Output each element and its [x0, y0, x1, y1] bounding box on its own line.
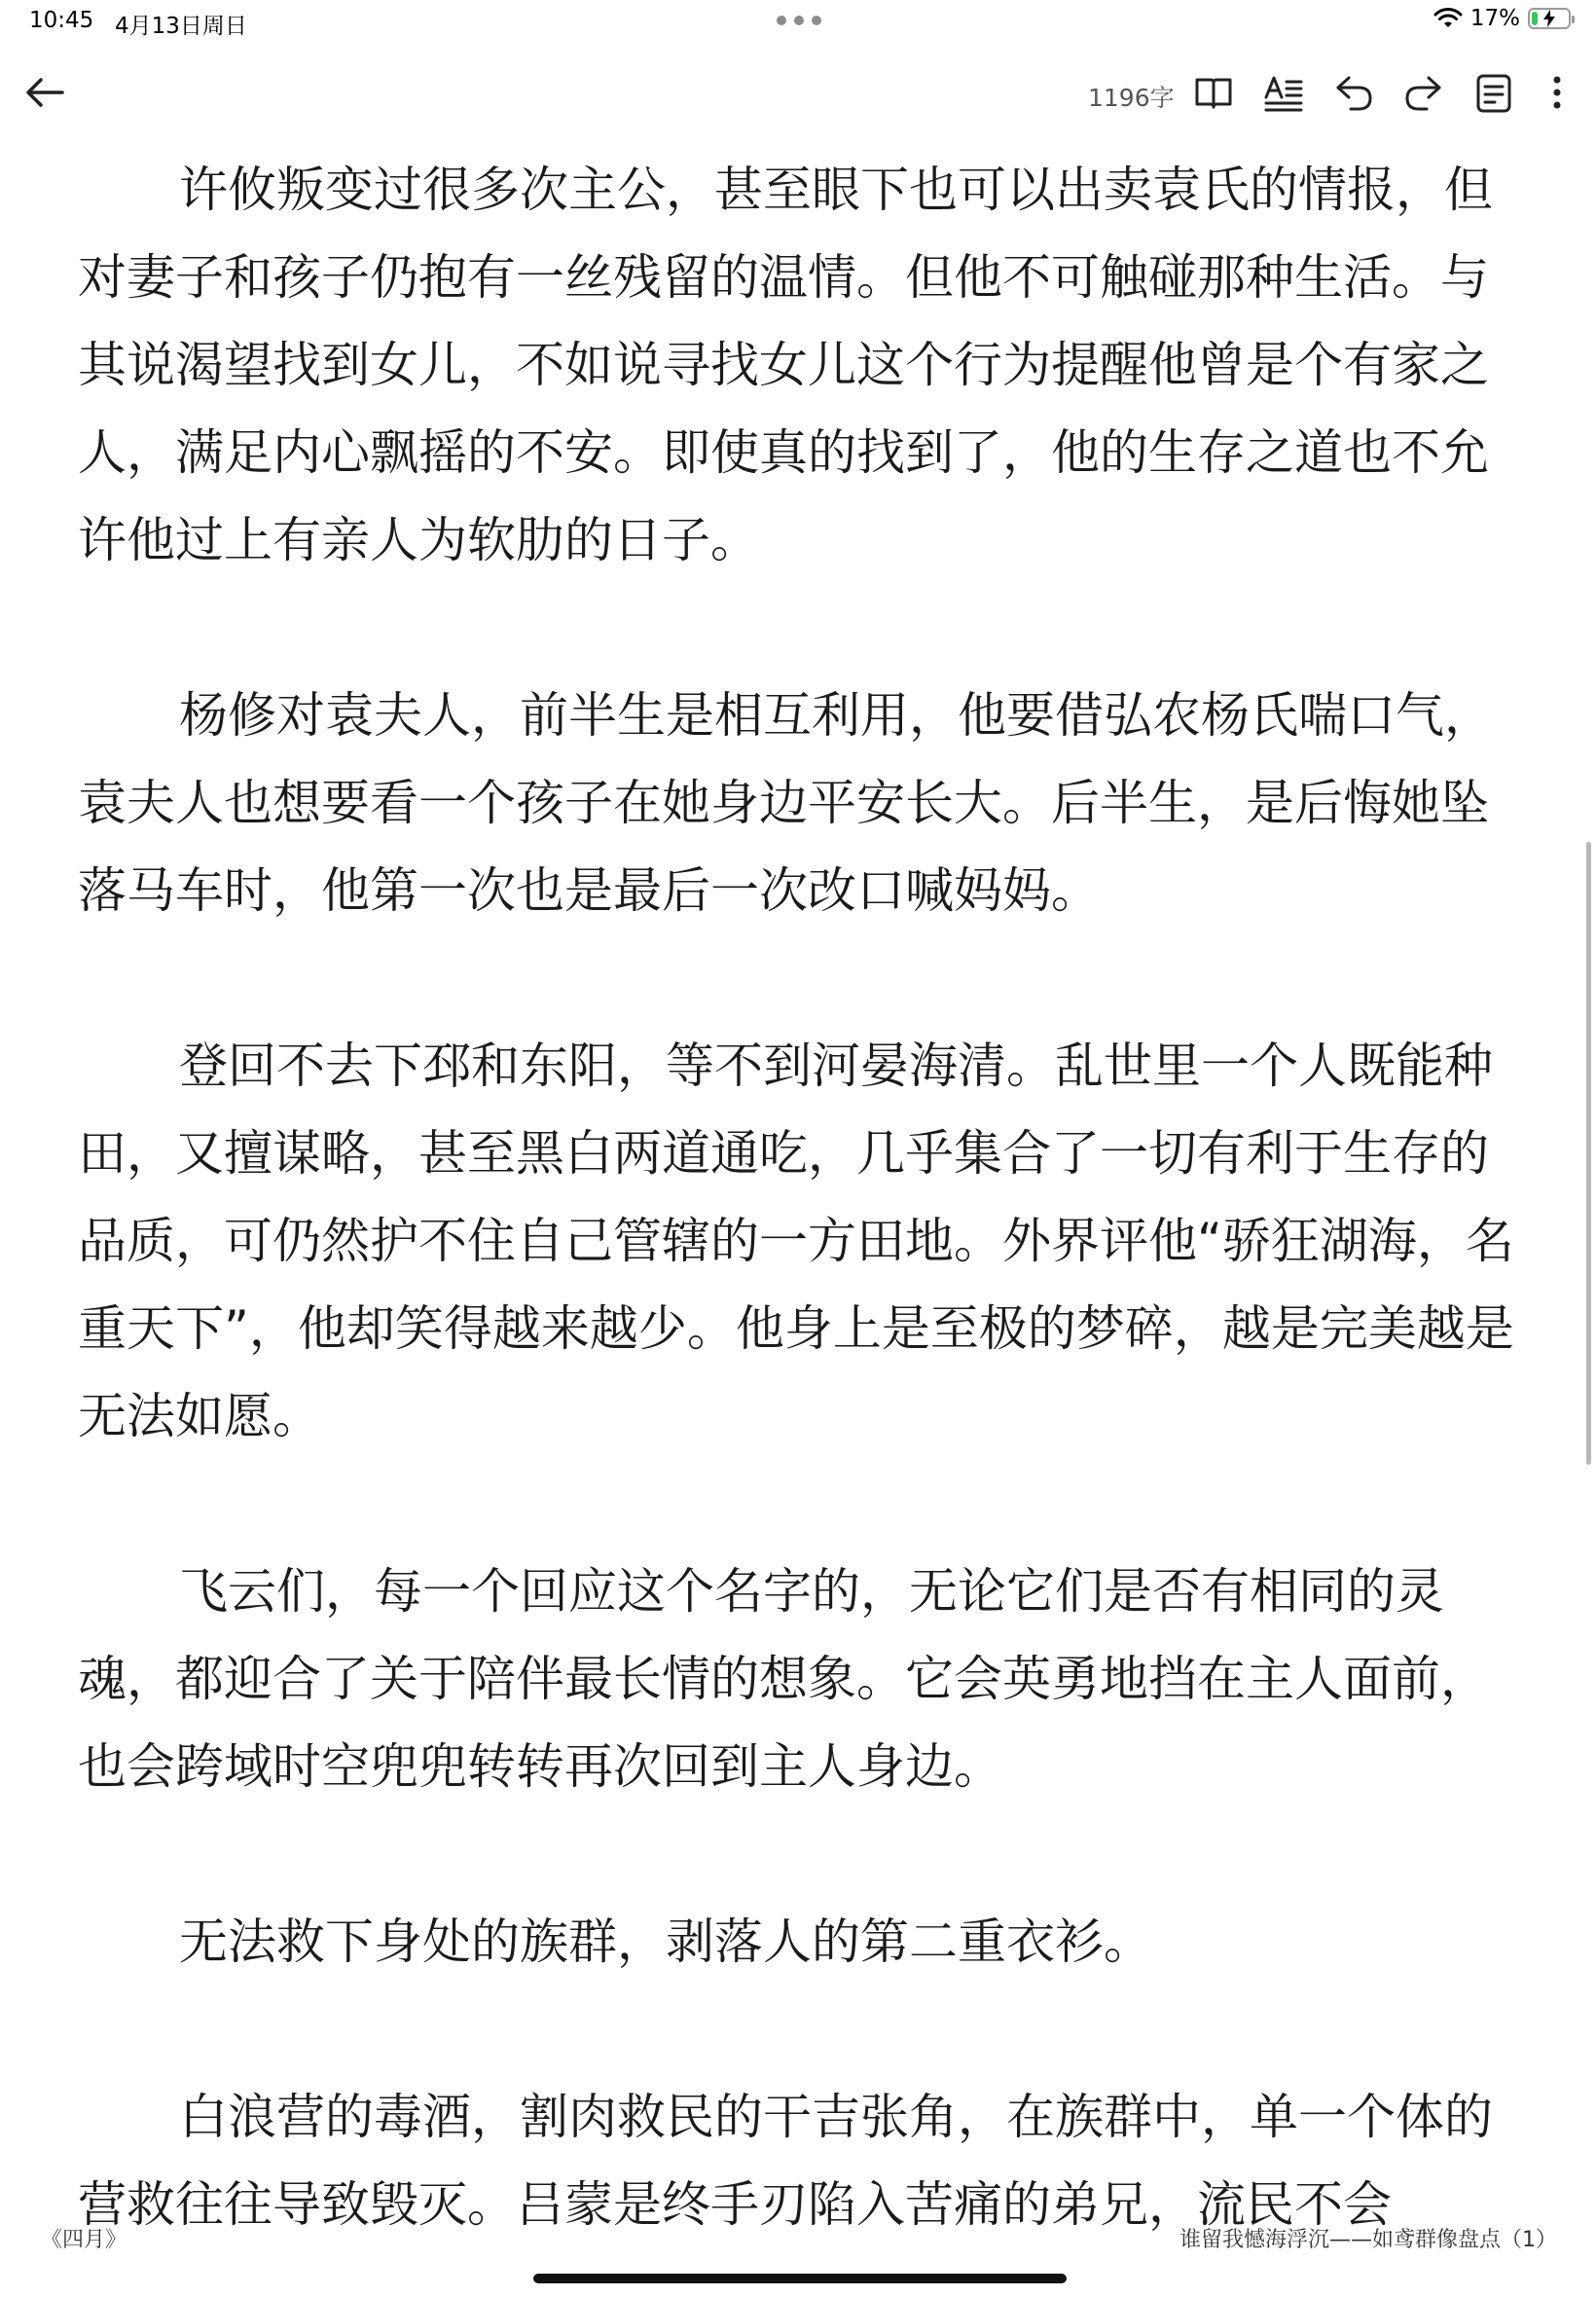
article-paragraph: 无法救下身处的族群，剥落人的第二重衣衫。 [179, 1914, 1152, 1970]
back-arrow-icon [21, 70, 68, 115]
home-indicator[interactable] [533, 2274, 1067, 2283]
book-icon [1189, 68, 1238, 117]
footer-book-title: 《四月》 [41, 2228, 127, 2252]
footer-chapter-title: 谁留我憾海浮沉——如鸢群像盘点（1） [1179, 2228, 1557, 2252]
article-paragraph: 许攸叛变过很多次主公，甚至眼下也可以出卖袁氏的情报，但对妻子和孩子仍抱有一丝残留的温情。但他不可触碰那种生活。与其说渴望找到女儿，不如说寻找女儿这个行为提醒他曾是个有家之人，满足内心飘摇的不安。即使真的找到了，他的生存之道也不允许他过上有亲人为软肋的日子。 [78, 162, 1493, 568]
word-count: 1196字 [1088, 84, 1175, 112]
back-button[interactable] [21, 70, 68, 115]
more-icon [1540, 68, 1575, 117]
undo-button[interactable] [1329, 68, 1378, 117]
battery-level-fill [1532, 12, 1538, 25]
wifi-icon [1433, 8, 1463, 29]
text-format-button[interactable] [1259, 68, 1308, 117]
reading-mode-button[interactable] [1189, 68, 1238, 117]
article-paragraph: 白浪营的毒酒，割肉救民的干吉张角，在族群中，单一个体的营救往往导致毁灭。吕蒙是终手刃陷入苦痛的弟兄，流民不会 [78, 2089, 1493, 2233]
text-format-icon [1259, 68, 1308, 117]
redo-icon [1399, 68, 1448, 117]
notes-button[interactable] [1469, 68, 1518, 117]
multitasking-dots-icon[interactable] [777, 16, 821, 25]
reader-toolbar [0, 60, 1596, 125]
status-bar [0, 0, 1596, 49]
more-button[interactable] [1540, 68, 1575, 117]
status-time: 10:45 [29, 8, 94, 33]
status-date: 4月13日周日 [115, 14, 247, 39]
charging-bolt-icon [1542, 10, 1557, 27]
scroll-indicator[interactable] [1586, 842, 1591, 1465]
article-paragraph: 杨修对袁夫人，前半生是相互利用，他要借弘农杨氏喘口气，袁夫人也想要看一个孩子在她身边平安长大。后半生，是后悔她坠落马车时，他第一次也是最后一次改口喊妈妈。 [78, 687, 1493, 919]
article-paragraph: 飞云们，每一个回应这个名字的，无论它们是否有相同的灵魂，都迎合了关于陪伴最长情的想象。它会英勇地挡在主人面前，也会跨域时空兜兜转转再次回到主人身边。 [78, 1563, 1489, 1795]
article-body [78, 146, 1528, 2233]
redo-button[interactable] [1399, 68, 1448, 117]
battery-icon [1528, 8, 1571, 29]
undo-icon [1329, 68, 1378, 117]
note-icon [1469, 68, 1518, 117]
article-paragraph: 登回不去下邳和东阳，等不到河晏海清。乱世里一个人既能种田，又擅谋略，甚至黑白两道通吃，几乎集合了一切有利于生存的品质，可仍然护不住自己管辖的一方田地。外界评他“骄狂湖海，名重天下”，他却笑得越来越少。他身上是至极的梦碎，越是完美越是无法如愿。 [78, 1038, 1514, 1444]
battery-percent: 17% [1469, 6, 1520, 31]
